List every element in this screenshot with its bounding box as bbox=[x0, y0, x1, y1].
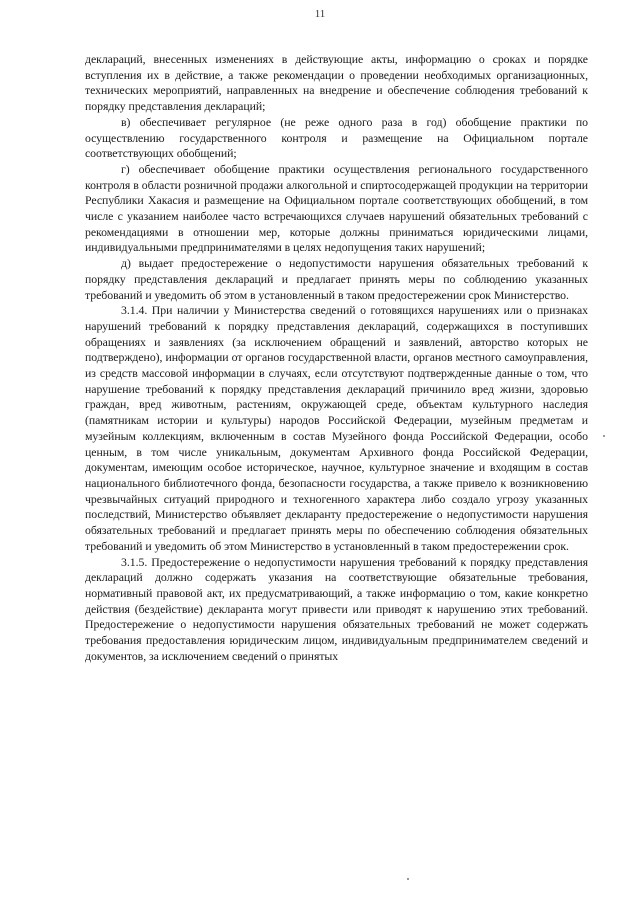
scan-speck bbox=[407, 878, 409, 880]
page-number: 11 bbox=[314, 8, 326, 20]
paragraph-item-d: д) выдает предостережение о недопустимости нарушения обязательных требований к порядку представления деклараций и предлагает принять меры по соблюдению указанных требований и уведомить об этом в установленный в таком предостережении срок Министерство. bbox=[85, 256, 588, 302]
scan-speck bbox=[603, 435, 605, 437]
paragraph-item-v: в) обеспечивает регулярное (не реже одного раза в год) обобщение практики по осуществлению государственного контроля и размещение на Официальном портале соответствующих обобщений; bbox=[85, 114, 588, 161]
paragraph-3-1-4: 3.1.4. При наличии у Министерства сведений о готовящихся нарушениях или о признаках нарушений требований к порядку представления деклараций, содержащихся в поступивших обращениях и заявлениях (за исключением обращений и заявлений, авторство которых не подтверждено), информации от органов государственной власти, органов местного самоуправления, из средств массовой информации в случаях, если отсутствуют подтвержденные данные о том, что нарушение требований к порядку представления деклараций причинило вред жизни, здоровью граждан, вред животным, растениям, окружающей среде, объектам культурного наследия (памятникам истории и культуры) народов Российской Федерации, музейным предметам и музейным коллекциям, включенным в состав Музейного фонда Российской Федерации, особо ценным, в том числе уникальным, документам Архивного фонда Российской Федерации, документам, имеющим особое историческое, научное, культурное значение и входящим в состав национального библиотечного фонда, безопасности государства, а также привело к возникновению чрезвычайных ситуаций природного и техногенного характера либо создало угрозу указанных последствий, Министерство объявляет декларанту предостережение о недопустимости нарушения обязательных требований и предлагает принять меры по обеспечению соблюдения обязательных требований и уведомить об этом Министерство в установленный в таком предостережении срок. bbox=[85, 303, 588, 553]
paragraph-continuation: деклараций, внесенных изменениях в действующие акты, информацию о сроках и порядке вступления их в действие, а также рекомендации о проведении необходимых организационных, технических мероприятий, направленных на внедрение и обеспечение соблюдения требований к порядку представления деклараций; bbox=[85, 52, 588, 114]
paragraph-item-g: г) обеспечивает обобщение практики осуществления регионального государственного контроля в области розничной продажи алкогольной и спиртосодержащей продукции на территории Республики Хакасия и размещение на Официальном портале соответствующих обобщений, в том числе с указанием наиболее часто встречающихся случаев нарушений обязательных требований с рекомендациями в отношении мер, которые должны приниматься юридическими лицами, индивидуальными предпринимателями в целях недопущения таких нарушений; bbox=[85, 161, 588, 255]
paragraph-3-1-5: 3.1.5. Предостережение о недопустимости нарушения требований к порядку представления деклараций должно содержать указания на соответствующие обязательные требования, нормативный правовой акт, их предусматривающий, а также информацию о том, какие конкретно действия (бездействие) декларанта могут привести или приводят к нарушению этих требований. Предостережение о недопустимости нарушения обязательных требований не может содержать требования предоставления юридическим лицом, индивидуальным предпринимателем сведений и документов, за исключением сведений о принятых bbox=[85, 554, 588, 663]
document-body bbox=[85, 52, 588, 664]
